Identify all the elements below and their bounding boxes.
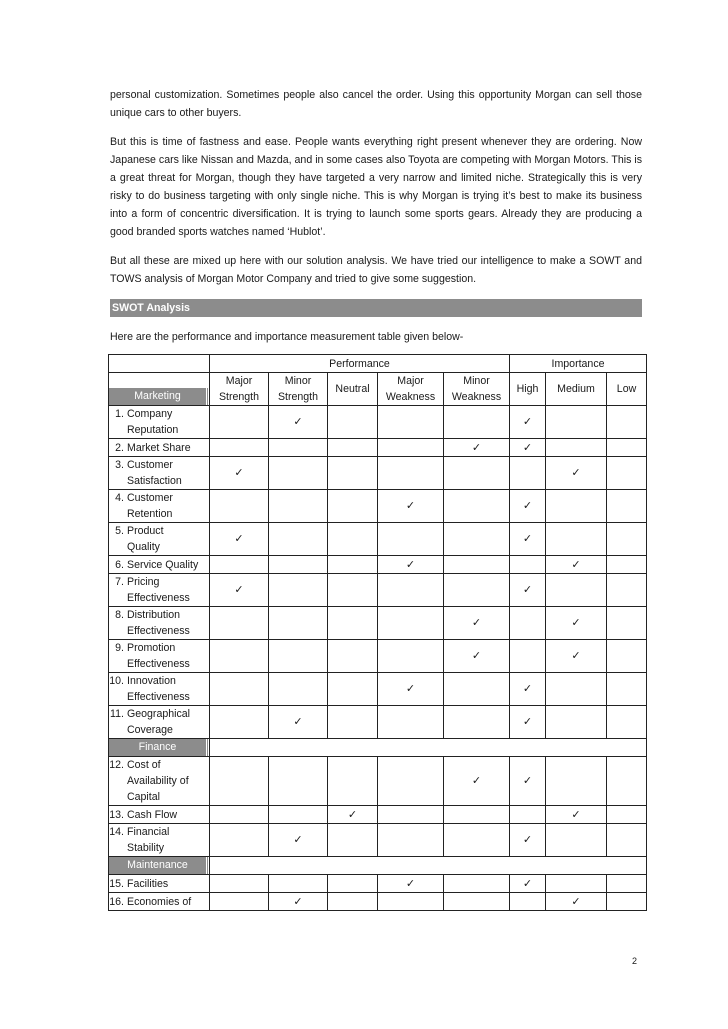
importance-check: ✓ bbox=[510, 824, 546, 857]
paragraph-1: personal customization. Sometimes people also cancel the order. Using this opportunity Morgan can sell those unique cars to other buyers. bbox=[110, 89, 642, 119]
section-maintenance: Maintenance bbox=[109, 857, 210, 875]
importance-check: ✓ bbox=[510, 757, 546, 806]
importance-check: ✓ bbox=[510, 706, 546, 739]
paragraph-2: But this is time of fastness and ease. People wants everything right present whenever they are ordering. Now Japanese cars like Nissan and Mazda, and in some cases also Toyota are competing with Morgan Motors. This is a great threat for Morgan, though they have targeted a very narrow and limited niche. Strategically this is very risky to do business targeting with only single niche. This is why Morgan is trying it’s best to make its business into a form of concentric diversification. It is trying to launch some sports gears. Already they are producing a good branded sports watches named ‘Hublot’. bbox=[110, 136, 642, 238]
performance-check: ✓ bbox=[210, 574, 269, 607]
col-high: High bbox=[510, 373, 546, 406]
table-row bbox=[109, 523, 647, 556]
importance-check: ✓ bbox=[546, 640, 607, 673]
performance-check: ✓ bbox=[328, 806, 378, 824]
row-label: 12. Cost of Availability of Capital bbox=[109, 757, 210, 806]
section-finance: Finance bbox=[109, 739, 210, 757]
table-row bbox=[109, 457, 647, 490]
importance-check: ✓ bbox=[510, 406, 546, 439]
row-label: 13. Cash Flow bbox=[109, 806, 210, 824]
row-label: 5. Product Quality bbox=[109, 523, 210, 556]
performance-header: Performance bbox=[210, 355, 510, 373]
paragraph-3: But all these are mixed up here with our solution analysis. We have tried our intelligence to make a SOWT and TOWS analysis of Morgan Motor Company and tried to give some suggestion. bbox=[110, 255, 642, 285]
performance-check: ✓ bbox=[269, 824, 328, 857]
table-row bbox=[109, 607, 647, 640]
row-label: 6. Service Quality bbox=[109, 556, 210, 574]
row-label: 4. Customer Retention bbox=[109, 490, 210, 523]
col-medium: Medium bbox=[546, 373, 607, 406]
performance-check: ✓ bbox=[378, 875, 444, 893]
importance-check: ✓ bbox=[510, 875, 546, 893]
section-row bbox=[109, 739, 647, 757]
importance-check: ✓ bbox=[546, 806, 607, 824]
row-label: 9. Promotion Effectiveness bbox=[109, 640, 210, 673]
performance-check: ✓ bbox=[378, 490, 444, 523]
row-label: 3. Customer Satisfaction bbox=[109, 457, 210, 490]
performance-check: ✓ bbox=[210, 523, 269, 556]
performance-check: ✓ bbox=[444, 607, 510, 640]
table-row bbox=[109, 406, 647, 439]
importance-check: ✓ bbox=[510, 490, 546, 523]
header-blank bbox=[109, 355, 210, 373]
document-body bbox=[110, 86, 642, 357]
table-row bbox=[109, 875, 647, 893]
importance-check: ✓ bbox=[510, 523, 546, 556]
performance-importance-table bbox=[108, 354, 647, 911]
row-label: 15. Facilities bbox=[109, 875, 210, 893]
col-neutral: Neutral bbox=[328, 373, 378, 406]
table-row bbox=[109, 757, 647, 806]
row-label: 7. Pricing Effectiveness bbox=[109, 574, 210, 607]
intro-text: Here are the performance and importance measurement table given below- bbox=[110, 331, 464, 343]
table-row bbox=[109, 439, 647, 457]
performance-check: ✓ bbox=[269, 893, 328, 911]
table-row bbox=[109, 673, 647, 706]
performance-check: ✓ bbox=[210, 457, 269, 490]
col-major-weakness: Major Weakness bbox=[378, 373, 444, 406]
col-low: Low bbox=[607, 373, 647, 406]
importance-check: ✓ bbox=[546, 457, 607, 490]
importance-check: ✓ bbox=[510, 574, 546, 607]
row-label: 14. Financial Stability bbox=[109, 824, 210, 857]
table-row bbox=[109, 556, 647, 574]
table-row bbox=[109, 490, 647, 523]
row-label: 10. Innovation Effectiveness bbox=[109, 673, 210, 706]
importance-check: ✓ bbox=[546, 893, 607, 911]
performance-check: ✓ bbox=[378, 556, 444, 574]
row-label: 11. Geographical Coverage bbox=[109, 706, 210, 739]
table-row bbox=[109, 706, 647, 739]
importance-check: ✓ bbox=[510, 673, 546, 706]
table-row bbox=[109, 640, 647, 673]
col-minor-strength: Minor Strength bbox=[269, 373, 328, 406]
col-minor-weakness: Minor Weakness bbox=[444, 373, 510, 406]
importance-check: ✓ bbox=[546, 556, 607, 574]
table-row bbox=[109, 574, 647, 607]
swot-heading: SWOT Analysis bbox=[110, 299, 642, 317]
performance-check: ✓ bbox=[444, 439, 510, 457]
col-major-strength: Major Strength bbox=[210, 373, 269, 406]
page-number: 2 bbox=[632, 956, 638, 966]
table-row bbox=[109, 893, 647, 911]
row-label: 2. Market Share bbox=[109, 439, 210, 457]
importance-check: ✓ bbox=[510, 439, 546, 457]
performance-check: ✓ bbox=[444, 757, 510, 806]
performance-check: ✓ bbox=[269, 406, 328, 439]
row-label: 1. Company Reputation bbox=[109, 406, 210, 439]
section-marketing: Marketing bbox=[109, 373, 210, 406]
row-label: 16. Economies of bbox=[109, 893, 210, 911]
row-label: 8. Distribution Effectiveness bbox=[109, 607, 210, 640]
importance-header: Importance bbox=[510, 355, 647, 373]
performance-check: ✓ bbox=[444, 640, 510, 673]
performance-check: ✓ bbox=[378, 673, 444, 706]
table-row bbox=[109, 824, 647, 857]
performance-check: ✓ bbox=[269, 706, 328, 739]
section-row bbox=[109, 857, 647, 875]
table-row bbox=[109, 806, 647, 824]
importance-check: ✓ bbox=[546, 607, 607, 640]
